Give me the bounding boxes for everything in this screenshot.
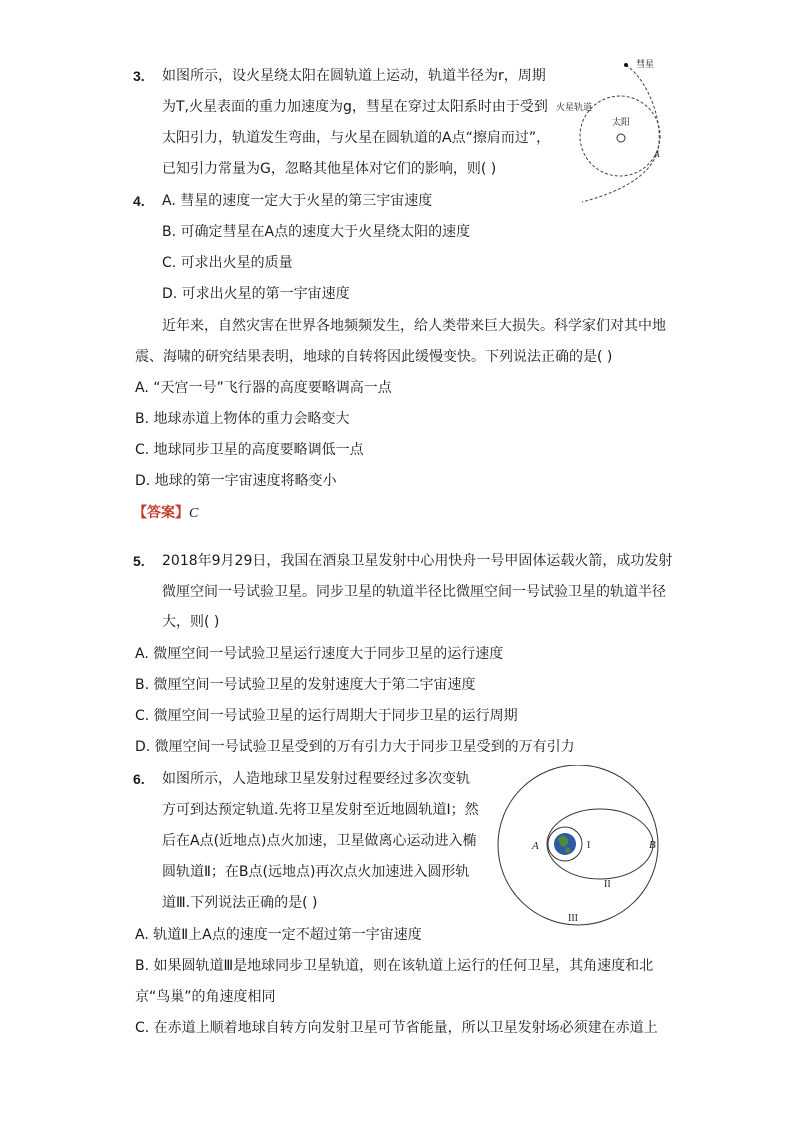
point-a-label: A [654, 149, 660, 159]
q4-choice-a: A. “天宫一号”飞行器的高度要略调高一点 [135, 380, 392, 396]
q5-stem-1: 2018年9月29日，我国在酒泉卫星发射中心用快舟一号甲固体运载火箭，成功发射 [162, 553, 673, 569]
sun-label: 太阳 [612, 117, 631, 127]
q6-stem-5: 道Ⅲ.下列说法正确的是( ) [162, 895, 318, 911]
q4-answer [133, 503, 198, 524]
q6-orbit-figure [490, 765, 670, 930]
mars-orbit-label: 火星轨道 [556, 102, 593, 112]
orbit-iii [498, 765, 658, 925]
q3-option-a: A. 彗星的速度一定大于火星的第三宇宙速度 [162, 193, 433, 209]
q3-option-c: C. 可求出火星的质量 [162, 255, 293, 271]
label-b: B [649, 839, 656, 851]
q5-option-c: C. 微厘空间一号试验卫星的运行周期大于同步卫星的运行周期 [135, 708, 518, 724]
q6-stem-4: 圆轨道Ⅱ；在B点(远地点)再次点火加速进入圆形轨 [162, 864, 470, 880]
q6-option-a: A. 轨道Ⅱ上A点的速度一定不超过第一宇宙速度 [135, 927, 422, 943]
q4-choice-c: C. 地球同步卫星的高度要略调低一点 [135, 442, 364, 458]
q6-number: 6. [133, 771, 145, 787]
q6-stem-2: 方可到达预定轨道.先将卫星发射至近地圆轨道I；然 [162, 802, 479, 818]
q3-orbit-figure [548, 52, 666, 204]
label-iii: III [568, 913, 578, 924]
q3-line-1: 如图所示，设火星绕太阳在圆轨道上运动，轨道半径为r，周期 [162, 68, 546, 84]
q4-number: 4. [133, 193, 145, 209]
q5-stem-2: 微厘空间一号试验卫星。同步卫星的轨道半径比微厘空间一号试验卫星的轨道半径 [162, 584, 666, 600]
q4-choice-d: D. 地球的第一宇宙速度将略变小 [135, 473, 337, 489]
q5-number: 5. [133, 553, 145, 569]
q3-option-b: B. 可确定彗星在A点的速度大于火星绕太阳的速度 [162, 224, 471, 240]
q3-option-d: D. 可求出火星的第一宇宙速度 [162, 286, 350, 302]
label-i: I [587, 840, 591, 851]
q4-stem-1: 近年来，自然灾害在世界各地频频发生，给人类带来巨大损失。科学家们对其中地 [162, 318, 666, 334]
q5-option-d: D. 微厘空间一号试验卫星受到的万有引力大于同步卫星受到的万有引力 [135, 739, 575, 755]
q4-choice-b: B. 地球赤道上物体的重力会略变大 [135, 411, 350, 427]
answer-value: C [189, 506, 199, 521]
q5-stem-3: 大，则( ) [162, 614, 220, 630]
comet-label: 彗星 [636, 59, 655, 69]
sun-circle [617, 134, 625, 142]
comet-trajectory [582, 65, 659, 202]
q5-option-b: B. 微厘空间一号试验卫星的发射速度大于第二宇宙速度 [135, 677, 476, 693]
q3-line-4: 已知引力常量为G，忽略其他星体对它们的影响，则( ) [162, 161, 497, 177]
q6-stem-3: 后在A点(近地点)点火加速，卫星做离心运动进入椭 [162, 833, 477, 849]
q6-option-c: C. 在赤道上顺着地球自转方向发射卫星可节省能量，所以卫星发射场必须建在赤道上 [135, 1020, 658, 1036]
q3-line-3: 太阳引力，轨道发生弯曲，与火星在圆轨道的A点“擦肩而过”， [162, 130, 551, 146]
q6-option-b-cont: 京“鸟巢”的角速度相同 [135, 989, 276, 1005]
q3-line-2: 为T,火星表面的重力加速度为g，彗星在穿过太阳系时由于受到 [162, 99, 548, 115]
label-a: A [532, 840, 539, 852]
answer-bracket: 【答案】 [133, 505, 189, 521]
comet-dot [624, 63, 628, 67]
q4-stem-2: 震、海啸的研究结果表明，地球的自转将因此缓慢变快。下列说法正确的是( ) [135, 349, 613, 365]
label-ii: II [604, 879, 611, 890]
q6-stem-1: 如图所示，人造地球卫星发射过程要经过多次变轨 [162, 771, 470, 787]
q3-number: 3. [133, 68, 145, 84]
q5-option-a: A. 微厘空间一号试验卫星运行速度大于同步卫星的运行速度 [135, 646, 504, 662]
q6-option-b: B. 如果圆轨道Ⅲ是地球同步卫星轨道，则在该轨道上运行的任何卫星，其角速度和北 [135, 958, 654, 974]
